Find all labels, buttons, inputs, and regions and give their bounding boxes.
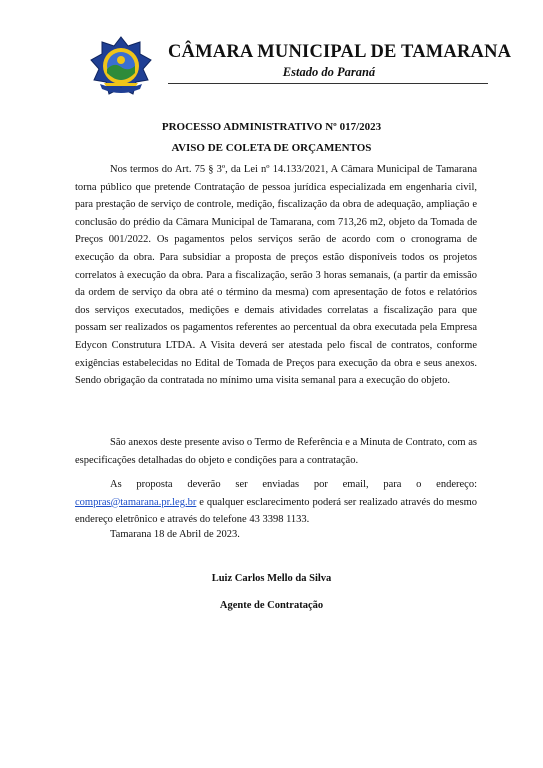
paragraph-text-start: As proposta deverão ser enviadas por email, para o endereço: (110, 479, 477, 490)
municipal-crest-icon (90, 36, 152, 98)
date-text: Tamarana 18 de Abril de 2023. (110, 529, 240, 540)
date-line (75, 526, 477, 544)
body-paragraph-3 (75, 476, 477, 529)
paragraph-text: Nos termos do Art. 75 § 3º, da Lei nº 14.133/2021, A Câmara Municipal de Tamarana torna público que pretende Contratação de pessoa jurídica especializada em engenharia civil, para prestação de serviço de controle, medição, fiscalização da obra de adequação, ampliação e conclusão do prédio da Câmara Municipal de Tamarana, com 713,26 m2, objeto da Tomada de Preços 001/2022. Os pagamentos pelos serviços serão de acordo com o cronograma de execução da obra. Para subsidiar a proposta de preços estão disponíveis todos os projetos correlatos à execução da obra. Para a fiscalização, serão 3 horas semanais, (a partir da emissão da ordem de serviço da obra até o término da mesma) com apresentação de fotos e relatórios dos serviços executados, medições e demais atividades correlatas a fiscalização para que possam ser realizados os pagamentos referentes ao percentual da obra executada pela Empresa Edycon Construtura LTDA. A Visita deverá ser atestada pelo fiscal de contratos, conforme exigências estabelecidas no Edital de Tomada de Preços para execução da obra e seus anexos. Sendo obrigação da contratada no mínimo uma visita semanal para a execução do objeto. (75, 164, 477, 387)
signatory-name: Luiz Carlos Mello da Silva (211, 573, 332, 584)
process-heading: PROCESSO ADMINISTRATIVO Nº 017/2023 (161, 121, 382, 133)
header-divider (168, 83, 488, 84)
notice-heading: AVISO DE COLETA DE ORÇAMENTOS (171, 142, 372, 154)
body-paragraph-2 (75, 434, 477, 469)
body-paragraph-1 (75, 161, 477, 390)
institution-subtitle: Estado do Paraná (282, 65, 376, 79)
paragraph-text-end: e qualquer esclarecimento poderá ser realizado através do mesmo endereço eletrônico e através do telefone 43 3398 1133. (75, 496, 477, 526)
signatory-role: Agente de Contratação (219, 600, 324, 611)
email-link[interactable]: compras@tamarana.pr.leg.br (75, 496, 197, 508)
letterhead (90, 36, 512, 98)
paragraph-text: São anexos deste presente aviso o Termo de Referência e a Minuta de Contrato, com as especificações detalhadas do objeto e condições para a contratação. (75, 437, 477, 466)
institution-title: CÂMARA MUNICIPAL DE TAMARANA (168, 42, 512, 62)
paragraph-text (75, 476, 477, 529)
